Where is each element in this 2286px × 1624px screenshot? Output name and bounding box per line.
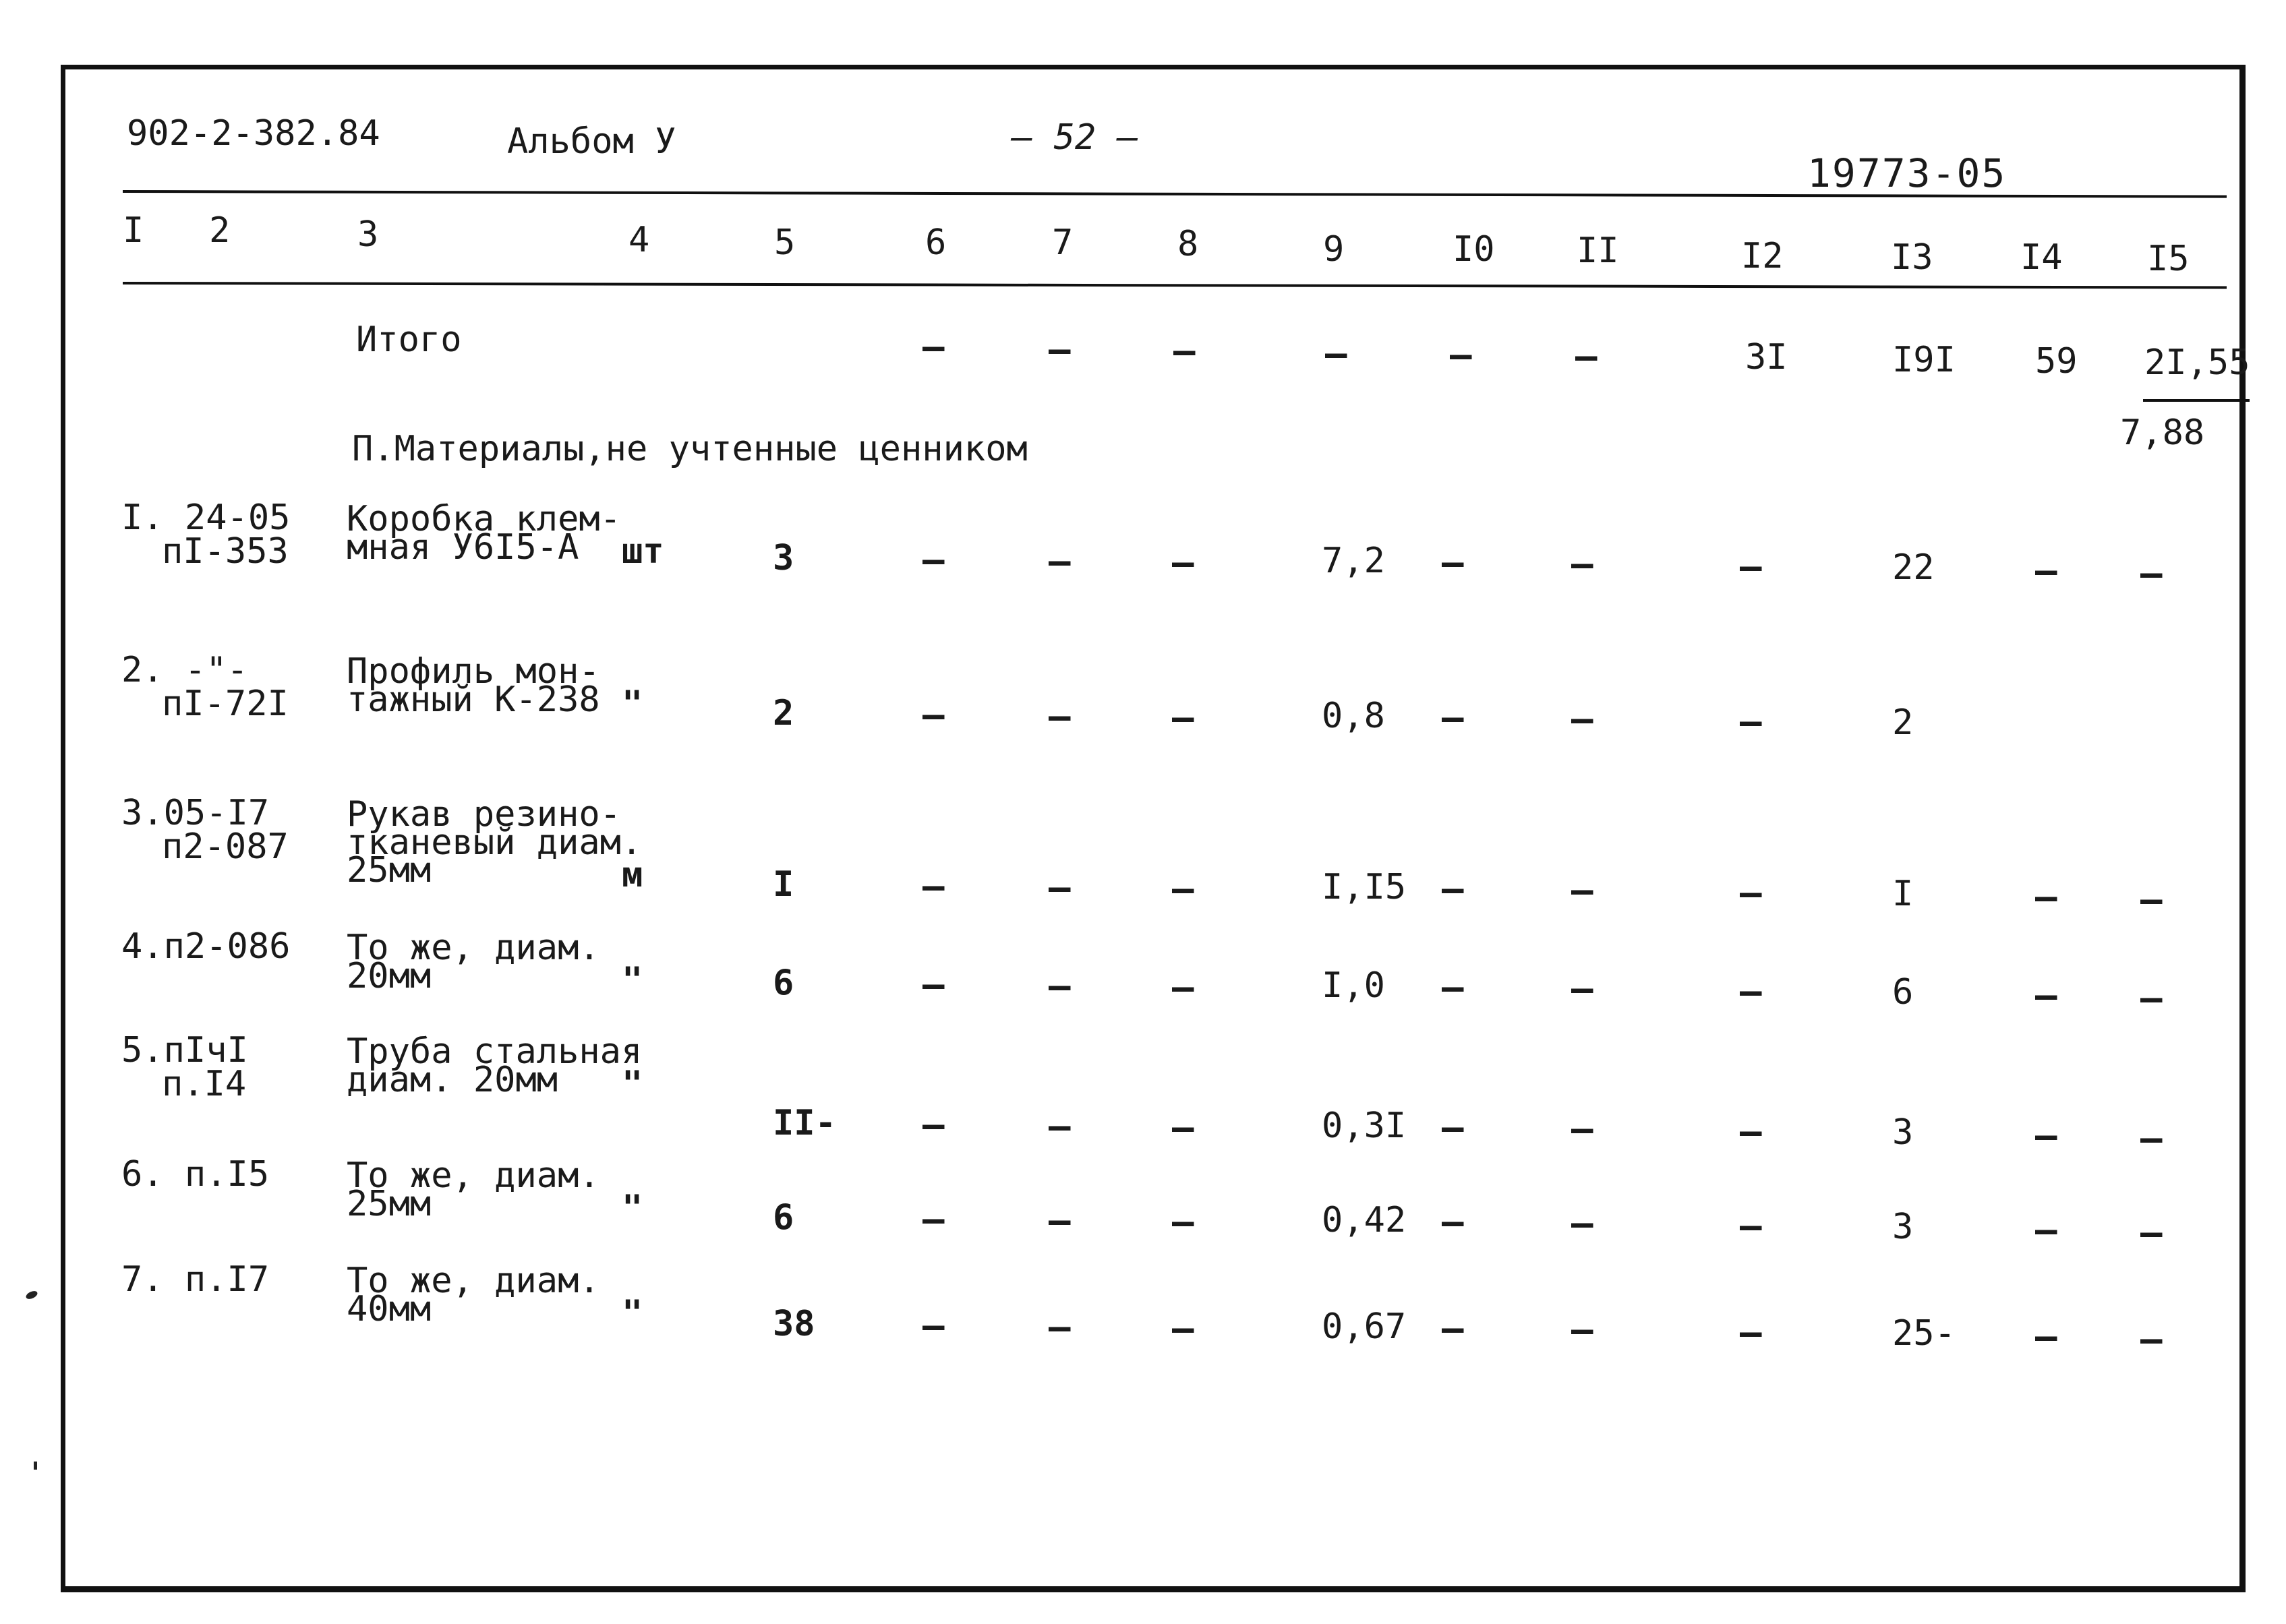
item-name: Коробка клем- мная У6I5-А (347, 499, 621, 568)
table-cell: 0,67 (1322, 1306, 1407, 1347)
table-cell: 6 (773, 963, 794, 1003)
total-cell: – (1173, 330, 1196, 372)
item-number: 2. -"- (121, 650, 248, 690)
table-cell: – (1740, 1205, 1762, 1247)
column-number: I5 (2147, 239, 2190, 279)
item-code: пI-353 (162, 531, 289, 572)
column-number: I (123, 210, 144, 251)
table-cell: – (922, 1304, 945, 1347)
table-cell: 6 (1892, 972, 1914, 1013)
table-cell: – (2035, 876, 2057, 918)
table-cell: 3 (773, 538, 794, 578)
column-number: 2 (209, 210, 231, 251)
table-cell: – (2035, 1114, 2057, 1157)
table-cell: – (1571, 1108, 1593, 1150)
table-cell: – (1172, 1307, 1194, 1350)
table-cell: – (922, 865, 945, 907)
doc-code: 902-2-382.84 (127, 113, 380, 154)
total-cell: – (1450, 334, 1472, 376)
table-cell: – (1740, 872, 1762, 914)
table-cell: – (1049, 1199, 1071, 1242)
item-number: I. 24-05 (121, 498, 291, 538)
total-label: Итого (356, 320, 462, 360)
scan-mark (34, 1462, 37, 1470)
total-cell: – (1325, 332, 1347, 375)
item-number: 3.05-I7 (121, 793, 270, 833)
item-number: 4.п2-086 (121, 926, 291, 967)
table-cell: – (1442, 541, 1464, 584)
table-cell: – (1442, 868, 1464, 910)
table-cell: – (2035, 1209, 2057, 1251)
table-cell: – (1740, 545, 1762, 588)
item-name: Труба стальная диам. 20мм (347, 1031, 643, 1100)
table-cell: 2 (1892, 702, 1914, 743)
table-cell: – (1571, 543, 1593, 585)
item-unit: " (622, 1064, 643, 1104)
column-number: 9 (1323, 229, 1345, 270)
item-unit: " (622, 1293, 643, 1333)
column-number: I4 (2020, 237, 2063, 278)
total-cell: – (1049, 328, 1071, 371)
item-number: 6. п.I5 (121, 1154, 270, 1195)
table-cell: II- (773, 1103, 836, 1143)
table-cell: – (2140, 1211, 2163, 1254)
column-number: 3 (357, 214, 379, 255)
archive-stamp: 19773-05 (1807, 150, 2007, 196)
table-cell: 6 (773, 1197, 794, 1238)
item-number: 5.пIчI (121, 1030, 248, 1071)
table-cell: – (1049, 1105, 1071, 1147)
item-name: Рукав резино- тканевый диам. 25мм (347, 794, 643, 891)
total-cell: 59 (2035, 341, 2078, 382)
table-cell: – (1571, 1202, 1593, 1244)
table-cell: – (1571, 869, 1593, 911)
table-cell: – (2140, 1117, 2163, 1160)
item-code: п.I4 (162, 1064, 247, 1104)
column-number: 4 (628, 220, 650, 260)
item-name: Профиль мон- тажный К-238 (347, 651, 600, 720)
section-title: П.Материалы,не учтенные ценником (352, 429, 1028, 469)
table-cell: 2 (773, 693, 794, 733)
table-cell: – (1049, 866, 1071, 909)
item-code: п2-087 (162, 826, 289, 867)
table-cell: – (2140, 977, 2163, 1019)
table-cell: – (1571, 698, 1593, 740)
total-cell: – (1575, 335, 1598, 378)
table-cell: – (2035, 1315, 2057, 1358)
total-cell: – (922, 326, 945, 368)
item-name: То же, диам. 20мм (347, 928, 600, 996)
table-cell: – (1571, 1309, 1593, 1351)
table-cell: – (1172, 868, 1194, 910)
table-cell: I,I5 (1322, 867, 1407, 907)
item-unit: " (622, 1188, 643, 1228)
item-number: 7. п.I7 (121, 1259, 270, 1300)
table-cell: – (1049, 1306, 1071, 1348)
table-cell: – (1049, 695, 1071, 738)
item-name: То же, диам. 40мм (347, 1261, 600, 1329)
table-cell: – (1172, 1106, 1194, 1149)
item-unit: " (622, 684, 643, 724)
column-number: 6 (925, 222, 947, 263)
table-cell: – (1442, 1307, 1464, 1350)
table-cell: – (2035, 549, 2057, 592)
album-label: Альбом У (507, 121, 676, 162)
total-col15-top: 2I,55 (2144, 342, 2250, 383)
table-cell: – (2140, 878, 2163, 921)
table-cell: 25- (1892, 1313, 1956, 1354)
table-cell: 22 (1892, 547, 1935, 588)
table-cell: – (2140, 552, 2163, 595)
table-cell: – (1049, 540, 1071, 582)
table-cell: 0,8 (1322, 696, 1385, 736)
table-cell: 38 (773, 1304, 815, 1344)
table-cell: – (922, 694, 945, 736)
table-cell: – (1172, 966, 1194, 1009)
table-cell: – (1172, 696, 1194, 739)
table-cell: – (1740, 700, 1762, 743)
table-cell: – (1172, 1201, 1194, 1243)
table-cell: I (773, 864, 794, 905)
column-number: 7 (1052, 222, 1074, 263)
column-number: 5 (774, 222, 796, 263)
table-cell: – (1740, 970, 1762, 1013)
table-cell: – (1442, 696, 1464, 739)
table-cell: – (922, 1198, 945, 1240)
table-cell: – (2035, 974, 2057, 1017)
item-unit: м (622, 855, 643, 895)
item-code: пI-72I (162, 684, 289, 724)
table-cell: 3 (1892, 1207, 1914, 1247)
column-number: I0 (1453, 229, 1495, 270)
item-name: То же, диам. 25мм (347, 1155, 600, 1224)
table-cell: – (1571, 967, 1593, 1010)
table-cell: 0,42 (1322, 1200, 1407, 1240)
table-cell: 0,3I (1322, 1106, 1407, 1146)
column-number: I3 (1891, 237, 1933, 278)
item-unit: " (622, 960, 643, 1000)
table-cell: I (1892, 874, 1914, 914)
table-cell: – (1442, 1201, 1464, 1243)
table-cell: – (1442, 966, 1464, 1009)
table-cell: – (1442, 1106, 1464, 1149)
column-number: II (1577, 231, 1619, 271)
table-cell: – (1049, 965, 1071, 1007)
column-number: I2 (1741, 236, 1784, 276)
table-cell: 7,2 (1322, 541, 1385, 581)
total-cell: I9I (1892, 340, 1956, 380)
column-number: 8 (1177, 224, 1199, 264)
table-cell: – (922, 1104, 945, 1146)
table-cell: 3 (1892, 1112, 1914, 1153)
table-cell: – (1740, 1110, 1762, 1153)
page-number: – 52 – (1012, 117, 1138, 158)
total-fraction-line (2143, 399, 2250, 402)
table-cell: I,0 (1322, 965, 1385, 1006)
item-unit: шт (622, 531, 664, 572)
table-cell: – (1740, 1311, 1762, 1354)
total-cell: 3I (1745, 337, 1788, 378)
table-cell: – (922, 963, 945, 1006)
total-col15-bottom: 7,88 (2120, 413, 2205, 453)
table-cell: – (2140, 1318, 2163, 1360)
table-cell: – (922, 539, 945, 581)
scan-mark (25, 1290, 39, 1301)
table-cell: – (1172, 541, 1194, 584)
